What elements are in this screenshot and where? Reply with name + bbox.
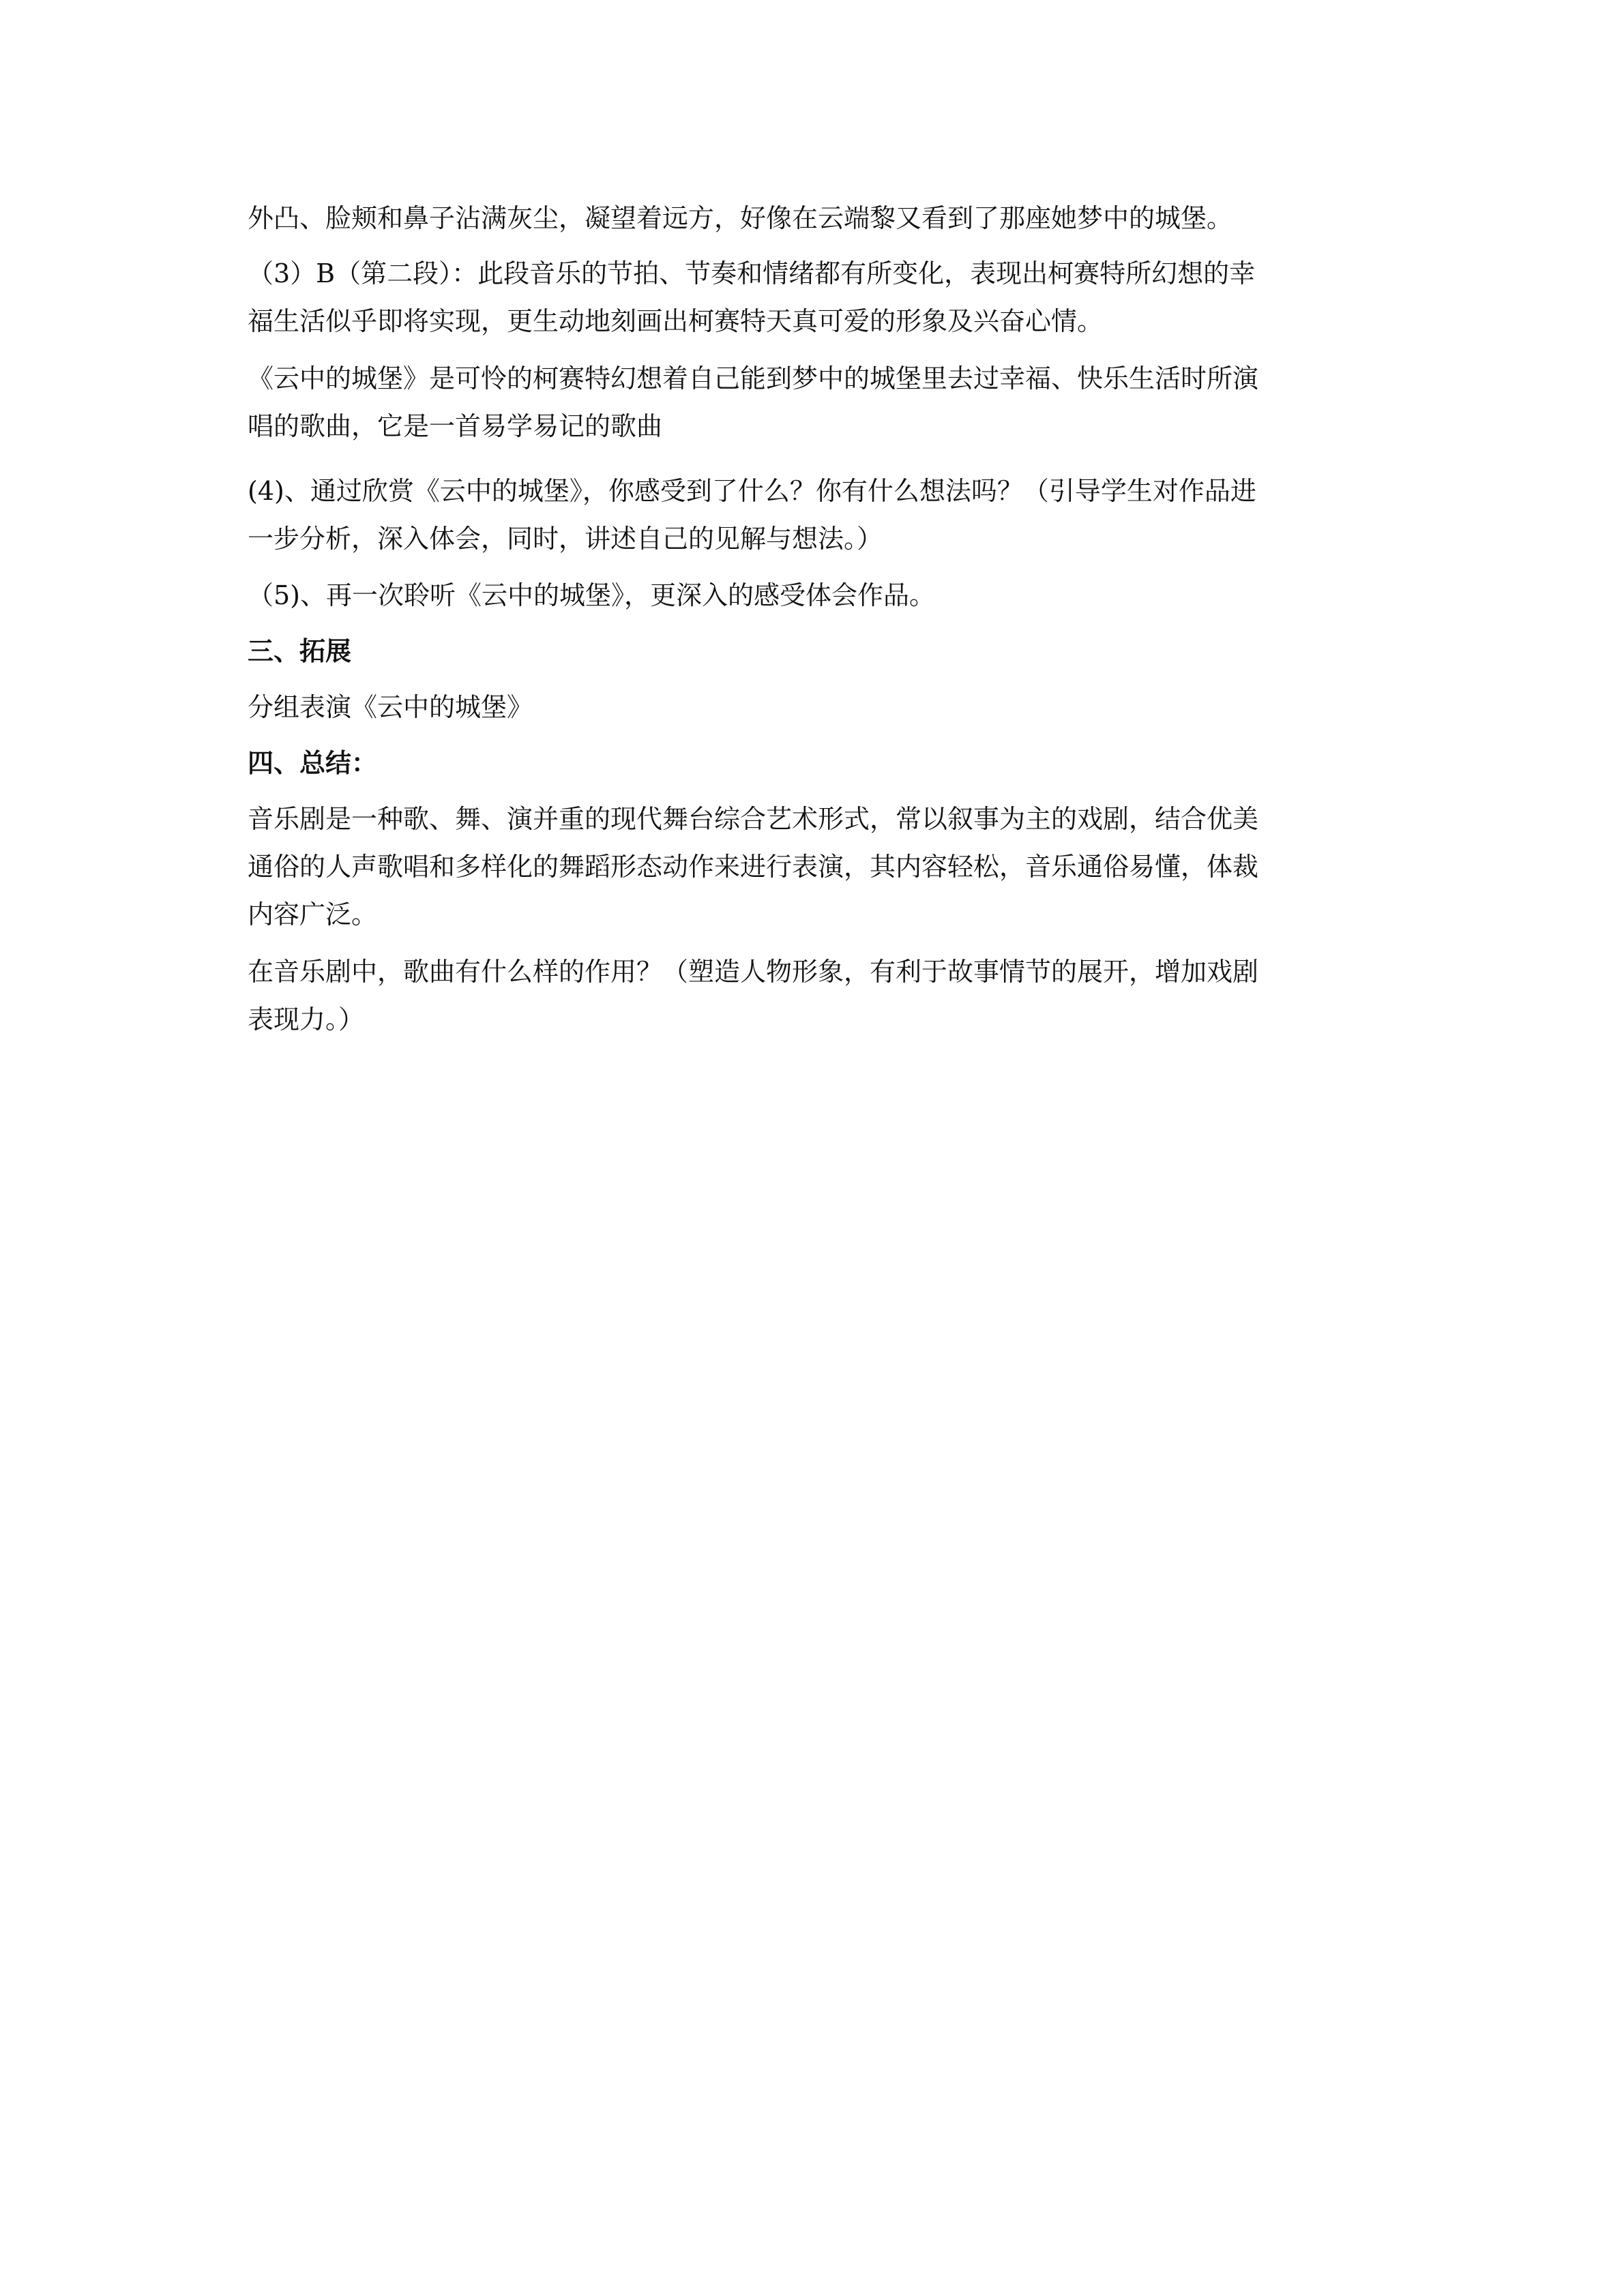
paragraph-line-song-role-question: 在音乐剧中，歌曲有什么样的作用？（塑造人物形象，有利于故事情节的展开，增加戏剧	[248, 957, 1259, 987]
paragraph-line-song-role-answer-end: 表现力。）	[248, 1004, 365, 1034]
paragraph-line-question-4-cont: 一步分析，深入体会，同时，讲述自己的见解与想法。）	[248, 524, 883, 554]
heading-summary: 四、总结：	[248, 747, 378, 778]
paragraph-line-section-b: （3）B（第二段）：此段音乐的节拍、节奏和情绪都有所变化，表现出柯赛特所幻想的幸	[248, 258, 1256, 288]
paragraph-line-song-intro-cont: 唱的歌曲，它是一首易学易记的歌曲	[248, 411, 663, 441]
paragraph-line-musical-definition-end: 内容广泛。	[248, 899, 378, 929]
paragraph-line-song-intro: 《云中的城堡》是可怜的柯赛特幻想着自己能到梦中的城堡里去过幸福、快乐生活时所演	[248, 363, 1259, 393]
paragraph-line-question-4: (4)、通过欣赏《云中的城堡》，你感受到了什么？你有什么想法吗？（引导学生对作品进	[248, 476, 1256, 506]
paragraph-line-section-b-cont: 福生活似乎即将实现，更生动地刻画出柯赛特天真可爱的形象及兴奋心情。	[248, 306, 1104, 336]
paragraph-line-group-performance: 分组表演《云中的城堡》	[248, 692, 533, 722]
paragraph-line-musical-definition: 音乐剧是一种歌、舞、演并重的现代舞台综合艺术形式，常以叙事为主的戏剧，结合优美	[248, 804, 1259, 834]
heading-extension: 三、拓展	[248, 636, 352, 666]
paragraph-line-musical-definition-cont: 通俗的人声歌唱和多样化的舞蹈形态动作来进行表演，其内容轻松，音乐通俗易懂，体裁	[248, 852, 1259, 882]
paragraph-line-description-end: 外凸、脸颊和鼻子沾满灰尘，凝望着远方，好像在云端黎又看到了那座她梦中的城堡。	[248, 203, 1233, 233]
paragraph-line-step-5: （5)、再一次聆听《云中的城堡》，更深入的感受体会作品。	[248, 580, 936, 610]
